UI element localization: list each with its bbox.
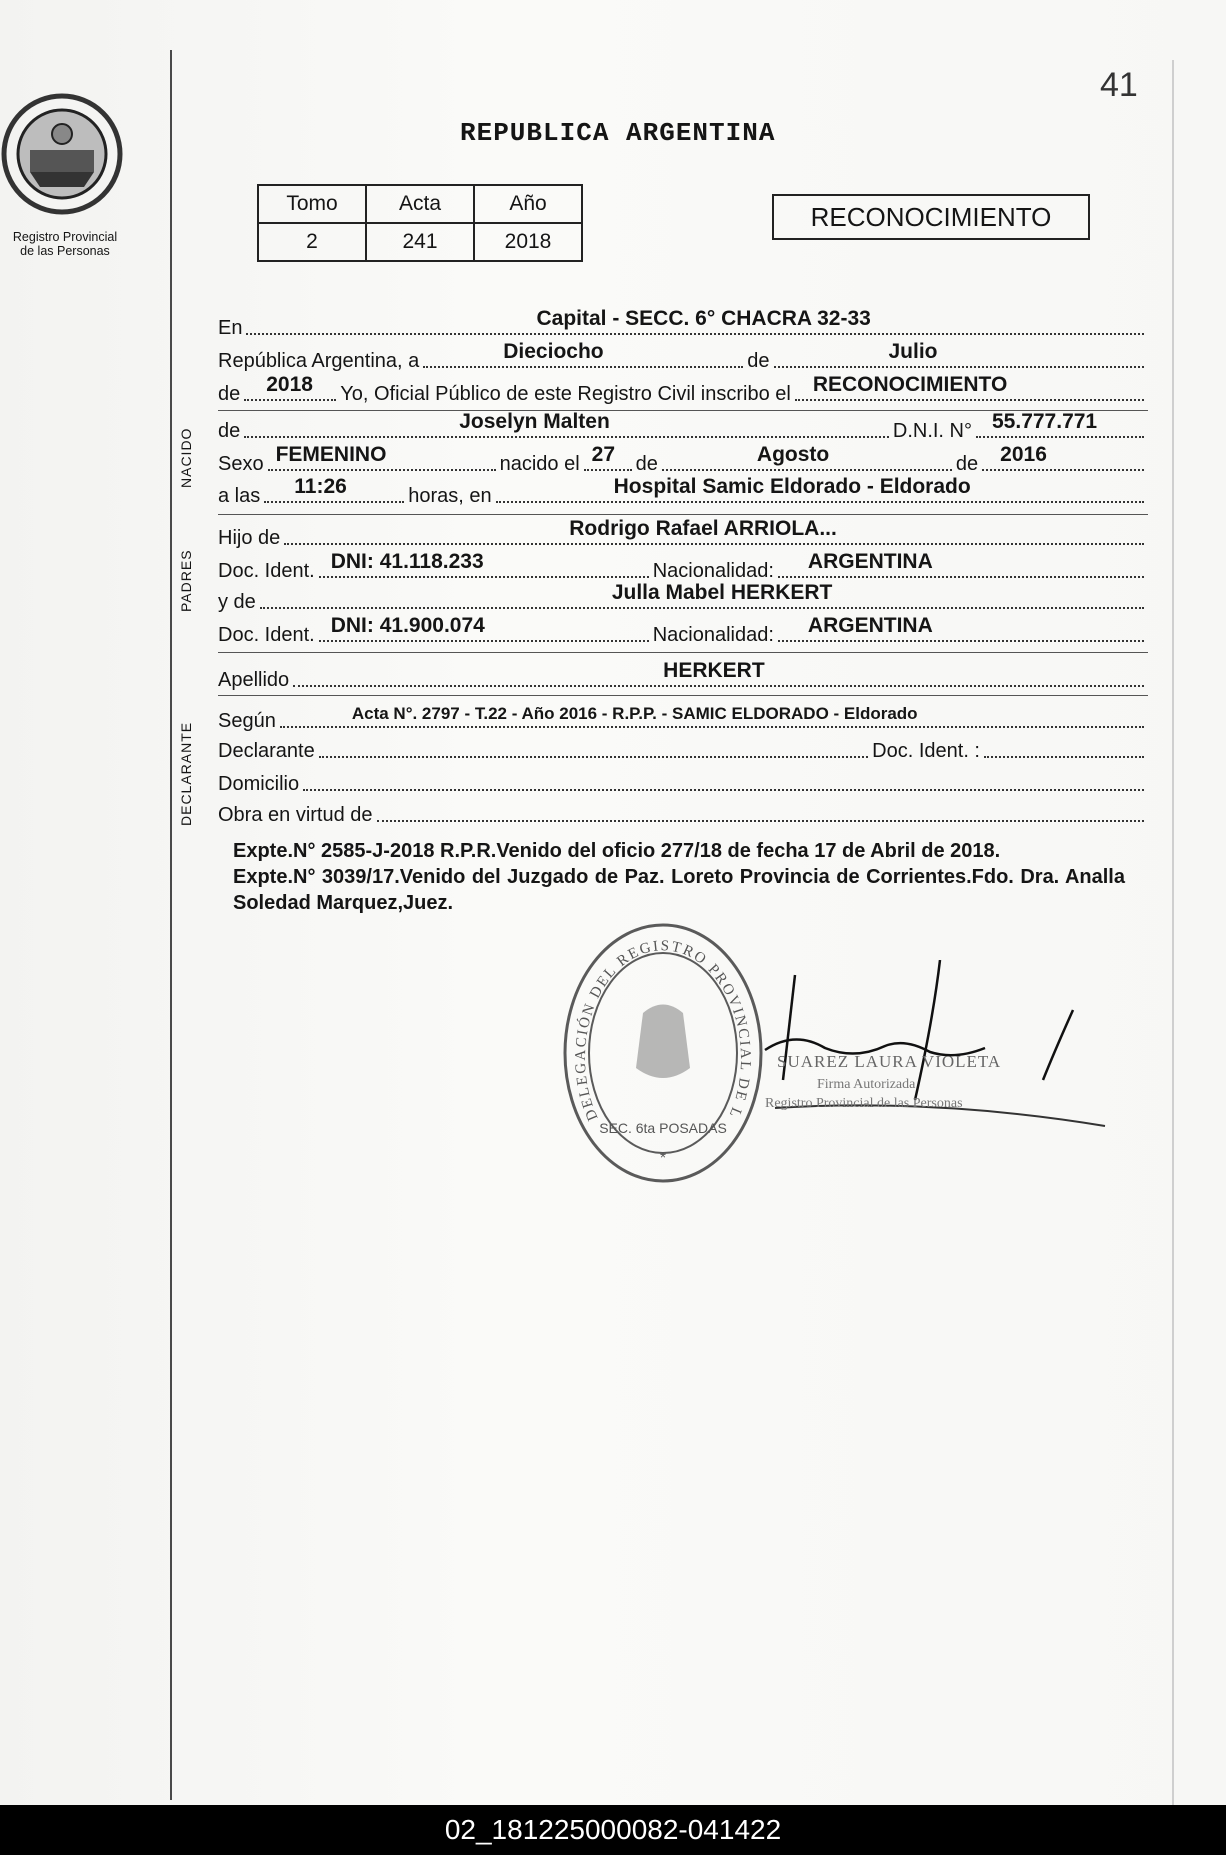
- form-row-birth: [218, 443, 1148, 476]
- annotation-notes: [233, 838, 1125, 916]
- value-segun: Acta N°. 2797 - T.22 - Año 2016 - R.P.P. - SAMIC ELDORADO - Eldorado: [351, 704, 918, 723]
- value-mother-doc: DNI: 41.900.074: [330, 614, 485, 637]
- register-value: 241: [366, 223, 474, 261]
- logo-caption: [0, 230, 130, 258]
- form-row-en: [218, 307, 1148, 340]
- form-row-mother-doc: [218, 614, 1148, 647]
- page-title: REPUBLICA ARGENTINA: [460, 118, 776, 148]
- label-nacionalidad2: Nacionalidad:: [652, 624, 774, 646]
- official-stamp: [558, 918, 768, 1188]
- form-row-obra: [218, 797, 1148, 827]
- signature-block: [755, 960, 1115, 1135]
- form-row-declarante: [218, 733, 1148, 763]
- label-obra: Obra en virtud de: [218, 804, 373, 826]
- side-label-declarante: DECLARANTE: [178, 721, 194, 826]
- register-header: Año: [474, 185, 582, 223]
- side-label-nacido: NACIDO: [178, 427, 194, 488]
- label-declarante: Declarante: [218, 740, 315, 762]
- value-act: RECONOCIMIENTO: [812, 373, 1008, 396]
- label-nacido: nacido el: [499, 453, 580, 475]
- label-republica: República Argentina, a: [218, 350, 420, 372]
- label-doc2: Doc. Ident.: [218, 624, 315, 646]
- stamp-inner-text: SEC. 6ta POSADAS: [599, 1120, 727, 1136]
- register-value-row: [258, 223, 582, 261]
- value-time: 11:26: [294, 475, 347, 498]
- form-row-date: [218, 340, 1148, 373]
- value-dni: 55.777.771: [992, 410, 1098, 433]
- form-row-domicilio: [218, 766, 1148, 796]
- register-header: Acta: [366, 185, 474, 223]
- value-father-doc: DNI: 41.118.233: [330, 550, 484, 573]
- right-edge-line: [1172, 60, 1174, 1805]
- footer-code: 02_181225000082-041422: [0, 1805, 1226, 1855]
- logo-caption-line2: de las Personas: [20, 244, 110, 258]
- register-header: Tomo: [258, 185, 366, 223]
- form-row-apellido: [218, 659, 1148, 692]
- label-segun: Según: [218, 710, 276, 732]
- label-de: de: [747, 350, 770, 372]
- label-horas: horas, en: [408, 485, 492, 507]
- form-row-father-doc: [218, 550, 1148, 583]
- value-mother-nationality: ARGENTINA: [807, 614, 933, 637]
- margin-line: [170, 50, 172, 1800]
- value-place-registered: Capital - SECC. 6° CHACRA 32-33: [536, 307, 871, 330]
- label-alas: a las: [218, 485, 261, 507]
- label-domicilio: Domicilio: [218, 773, 300, 795]
- label-doc: Doc. Ident.: [218, 560, 315, 582]
- stamp-ring-text: DELEGACIÓN DEL REGISTRO PROVINCIAL DE L: [572, 938, 754, 1123]
- signer-role: Firma Autorizada: [817, 1077, 916, 1092]
- register-table: [257, 184, 583, 262]
- label-apellido: Apellido: [218, 669, 290, 691]
- svg-text:*: *: [659, 1150, 667, 1167]
- form-row-father: [218, 517, 1148, 550]
- label-de5: de: [955, 453, 979, 475]
- signer-name: SUAREZ LAURA VIOLETA: [777, 1052, 1002, 1071]
- value-month: Julio: [888, 340, 938, 363]
- value-birth-place: Hospital Samic Eldorado - Eldorado: [613, 475, 971, 498]
- value-birth-day: 27: [591, 443, 616, 466]
- register-value: 2018: [474, 223, 582, 261]
- side-label-padres: PADRES: [178, 549, 194, 612]
- note-line: Expte.N° 3039/17.Venido del Juzgado de Paz. Loreto Provincia de Corrientes.Fdo. Dra. Analla Soledad Marquez,Juez.: [233, 866, 1125, 914]
- value-father: Rodrigo Rafael ARRIOLA...: [569, 517, 837, 540]
- value-birth-month: Agosto: [756, 443, 830, 466]
- label-doc3: Doc. Ident. :: [872, 740, 980, 762]
- value-day: Dieciocho: [503, 340, 604, 363]
- value-mother: Julla Mabel HERKERT: [611, 581, 833, 604]
- label-de4: de: [635, 453, 658, 475]
- form-row-mother: [218, 581, 1148, 614]
- value-year: 2018: [266, 373, 313, 396]
- label-de3: de: [218, 420, 241, 442]
- form-row-name: [218, 410, 1148, 443]
- logo-caption-line1: Registro Provincial: [12, 230, 118, 244]
- signer-office: Registro Provincial de las Personas: [765, 1096, 963, 1111]
- label-dni: D.N.I. N°: [892, 420, 972, 442]
- label-oficial: Yo, Oficial Público de este Registro Civil inscribo el: [340, 383, 791, 405]
- note-line: Expte.N° 2585-J-2018 R.P.R.Venido del oficio 277/18 de fecha 17 de Abril de 2018.: [233, 840, 1001, 862]
- value-birth-year: 2016: [1000, 443, 1047, 466]
- label-hijo: Hijo de: [218, 527, 281, 549]
- label-yde: y de: [218, 591, 256, 613]
- register-value: 2: [258, 223, 366, 261]
- value-apellido: HERKERT: [663, 659, 765, 682]
- label-nacionalidad: Nacionalidad:: [652, 560, 774, 582]
- act-type-box: RECONOCIMIENTO: [772, 194, 1090, 240]
- form-row-time: [218, 475, 1148, 508]
- form-row-year: [218, 373, 1148, 406]
- value-father-nationality: ARGENTINA: [807, 550, 933, 573]
- value-name: Joselyn Malten: [459, 410, 610, 433]
- page-number: 41: [1100, 66, 1138, 104]
- value-sexo: FEMENINO: [275, 443, 387, 466]
- register-header-row: [258, 185, 582, 223]
- label-de2: de: [218, 383, 241, 405]
- label-sexo: Sexo: [218, 453, 264, 475]
- form-row-segun: [218, 703, 1148, 733]
- label-en: En: [218, 317, 243, 339]
